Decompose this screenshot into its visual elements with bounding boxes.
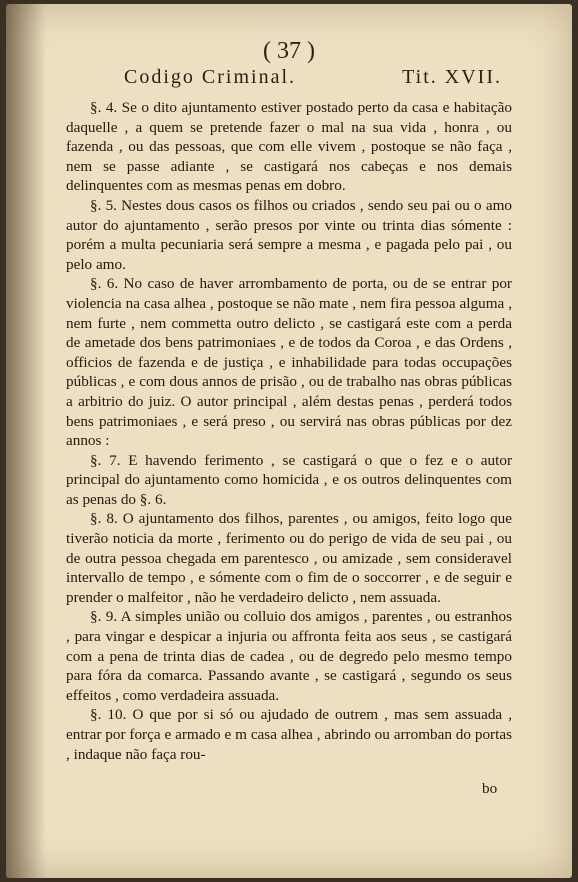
paragraph-9: §. 9. A simples união ou colluio dos amigos , parentes , ou estranhos , para vingar e despicar a injuria ou affronta feita aos seus , se castigará com a pena de trinta dias de cadea , ou de degredo pelo mesmo tempo para fóra da comarca. Passando avante , se castigará , segundo os seus effeitos , como verdadeira assuada.	[66, 608, 512, 704]
paragraph-5: §. 5. Nestes dous casos os filhos ou criados , sendo seu pai ou o amo autor do ajuntamento , serão presos por vinte ou trinta dias sómente : porém a multa pecuniaria será sempre a mesma , e pagada pelo pai , ou pelo amo.	[66, 196, 512, 273]
running-head-title: Codigo Criminal.	[124, 66, 296, 88]
running-head	[124, 66, 502, 89]
paragraph-10: §. 10. O que por si só ou ajudado de outrem , mas sem assuada , entrar por força e armado e m casa alhea , abrindo ou arromban do portas , indaque não faça rou-	[66, 706, 512, 763]
body-text	[66, 98, 512, 764]
paragraph-4: §. 4. Se o dito ajuntamento estiver postado perto da casa e habitação daquelle , a quem se pretende fazer o mal na sua vida , honra , ou fazenda , ou das pessoas, que com elle vivem , postoque se não faça , nem se passe adiante , se castigará nos cabeças e nos demais delinquentes com as mesmas penas em dobro.	[66, 99, 512, 195]
page-number: ( 37 )	[263, 38, 315, 64]
page-spine-shadow	[6, 4, 46, 878]
running-head-section: Tit. XVII.	[402, 66, 502, 88]
catchword: bo	[482, 780, 498, 797]
book-page	[6, 4, 572, 878]
paragraph-7: §. 7. E havendo ferimento , se castigará o que o fez e o autor principal do ajuntamento como homicida , e os outros delinquentes com as penas do §. 6.	[66, 451, 512, 508]
paragraph-6: §. 6. No caso de haver arrombamento de porta, ou de se entrar por violencia na casa alhea , postoque se não mate , nem fira pessoa alguma , nem furte , nem commetta outro delicto , se castigará este com a perda de ametade dos bens patrimoniaes , e de todos da Coroa , e das Ordens , officios de fazenda e de justiça , e inhabilidade para todas occupações públicas , e com dous annos de prisão , ou de trabalho nas obras públicas a arbitrio do juiz. O autor principal , além destas penas , perderá todos bens patrimoniaes , e será preso , ou servirá nas obras públicas por dez annos :	[66, 275, 512, 450]
paragraph-8: §. 8. O ajuntamento dos filhos, parentes , ou amigos, feito logo que tiverão noticia da morte , ferimento ou do perigo de vida de seu pai , ou de outra pessoa chegada em parentesco , ou amizade , sem consideravel intervallo de tempo , e sómente com o fim de o soccorrer , e de seguir e prender o malfeitor , não he verdadeiro delicto , nem assuada.	[66, 510, 512, 606]
